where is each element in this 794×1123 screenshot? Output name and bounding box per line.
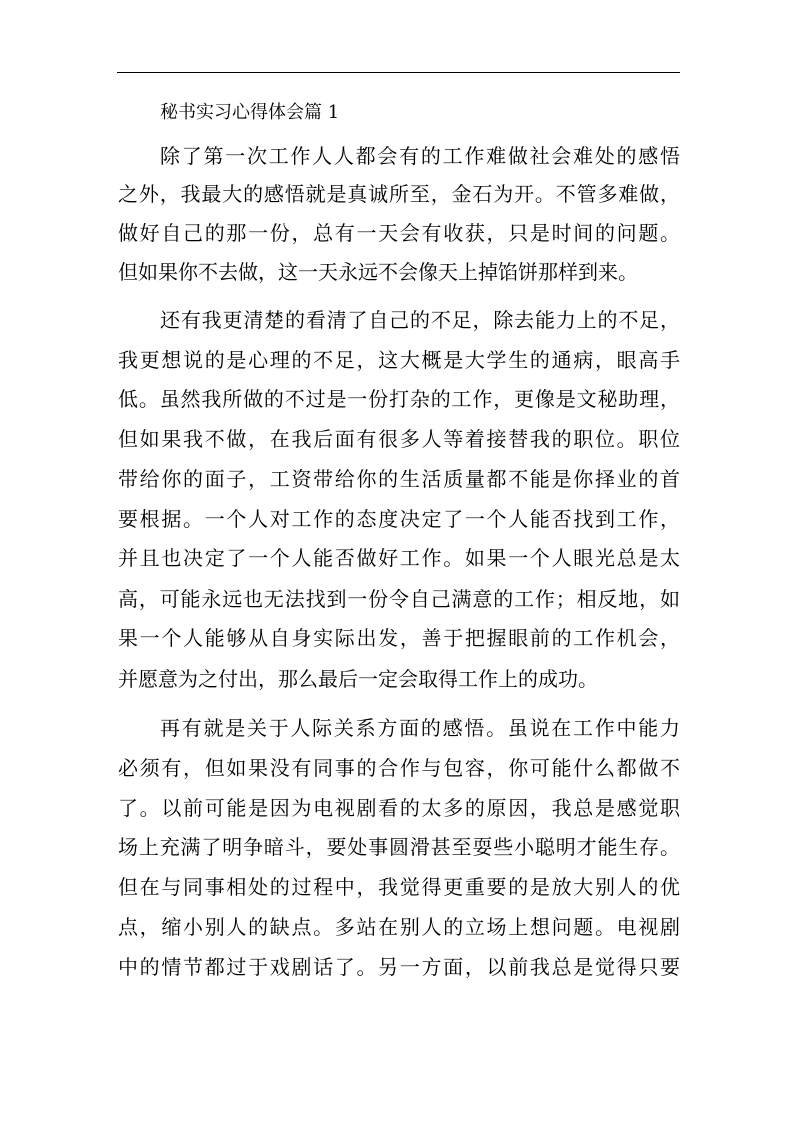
paragraph-3-line-1: 再有就是关于人际关系方面的感悟。虽说在工作中能力 <box>160 716 680 740</box>
paragraph-1-line-1: 除了第一次工作人人都会有的工作难做社会难处的感悟 <box>160 144 680 168</box>
paragraph-2-line-8: 高，可能永远也无法找到一份令自己满意的工作；相反地，如 <box>118 587 680 611</box>
paragraph-1-line-2: 之外，我最大的感悟就是真诚所至，金石为开。不管多难做， <box>118 182 680 206</box>
paragraph-2-line-9: 果一个人能够从自身实际出发，善于把握眼前的工作机会， <box>118 626 680 650</box>
paragraph-3-line-5: 但在与同事相处的过程中，我觉得更重要的是放大别人的优 <box>118 875 680 899</box>
paragraph-2-line-1: 还有我更清楚的看清了自己的不足，除去能力上的不足， <box>160 308 680 332</box>
paragraph-3-line-7: 中的情节都过于戏剧话了。另一方面，以前我总是觉得只要 <box>118 955 680 979</box>
paragraph-2-line-5: 带给你的面子，工资带给你的生活质量都不能是你择业的首 <box>118 467 680 491</box>
paragraph-2-line-2: 我更想说的是心理的不足，这大概是大学生的通病，眼高手 <box>118 348 680 372</box>
header-rule <box>117 72 680 73</box>
paragraph-3-line-2: 必须有，但如果没有同事的合作与包容，你可能什么都做不 <box>118 756 680 780</box>
paragraph-2-line-10: 并愿意为之付出，那么最后一定会取得工作上的成功。 <box>118 667 598 691</box>
paragraph-2-line-7: 并且也决定了一个人能否做好工作。如果一个人眼光总是太 <box>118 546 680 570</box>
paragraph-2-line-4: 但如果我不做，在我后面有很多人等着接替我的职位。职位 <box>118 427 680 451</box>
paragraph-2-line-3: 低。虽然我所做的不过是一份打杂的工作，更像是文秘助理， <box>118 387 680 411</box>
paragraph-3-line-4: 场上充满了明争暗斗，要处事圆滑甚至耍些小聪明才能生存。 <box>118 835 680 859</box>
paragraph-1-line-3: 做好自己的那一份，总有一天会有收获，只是时间的问题。 <box>118 221 680 245</box>
paragraph-3-line-6: 点，缩小别人的缺点。多站在别人的立场上想问题。电视剧 <box>118 915 680 939</box>
document-title: 秘书实习心得体会篇 1 <box>160 102 340 123</box>
paragraph-3-line-3: 了。以前可能是因为电视剧看的太多的原因，我总是感觉职 <box>118 796 680 820</box>
paragraph-1-line-4: 但如果你不去做，这一天永远不会像天上掉馅饼那样到来。 <box>118 260 638 284</box>
paragraph-2-line-6: 要根据。一个人对工作的态度决定了一个人能否找到工作， <box>118 507 680 531</box>
